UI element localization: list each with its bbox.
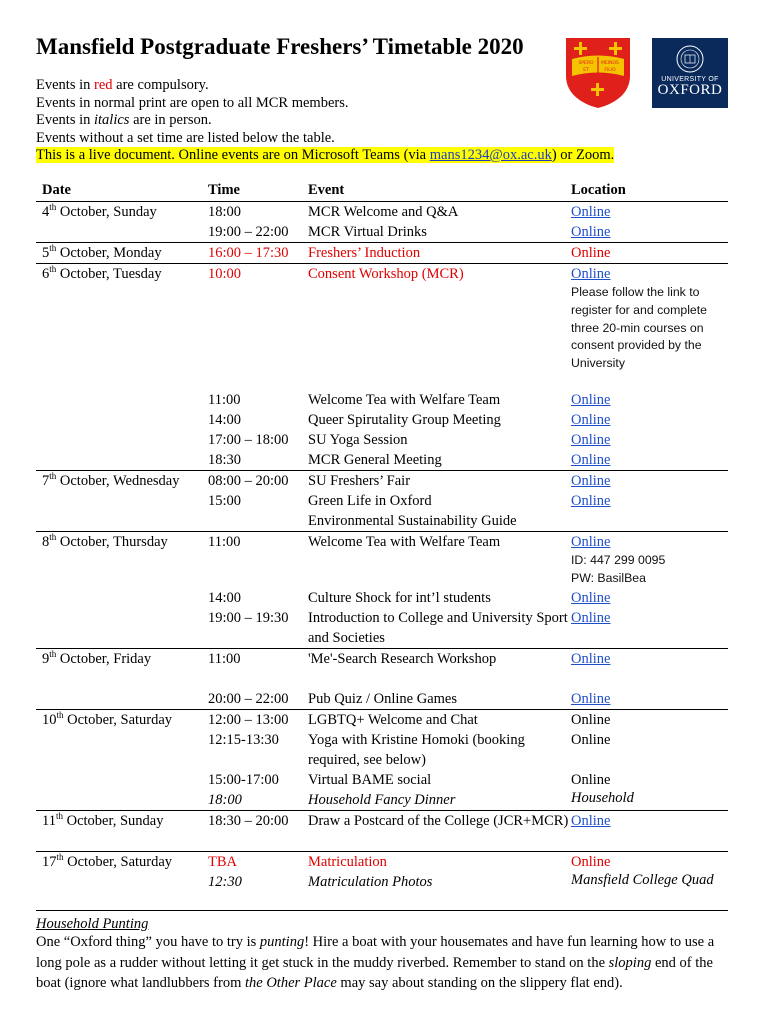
email-link[interactable]: mans1234@ox.ac.uk bbox=[429, 147, 552, 163]
table-row bbox=[36, 852, 728, 872]
event-cell: Freshers’ Induction bbox=[308, 245, 421, 261]
location-text: Online bbox=[571, 854, 611, 870]
day-group bbox=[36, 811, 728, 852]
location-text: Online bbox=[571, 732, 611, 748]
time-cell: 15:00 bbox=[208, 493, 242, 509]
event-cell: Virtual BAME social bbox=[308, 772, 432, 788]
table-row bbox=[36, 222, 728, 242]
location-cell bbox=[571, 430, 728, 450]
day-group bbox=[36, 264, 728, 471]
table-row bbox=[36, 811, 728, 851]
location-link[interactable]: Online bbox=[571, 224, 611, 240]
crest-text-4: FILIO bbox=[604, 68, 616, 73]
location-cell bbox=[571, 730, 728, 750]
location-link[interactable]: Online bbox=[571, 590, 611, 606]
legend-compulsory: Events in red are compulsory. bbox=[36, 77, 209, 93]
table-row bbox=[36, 450, 728, 470]
event-cell: Queer Spirutality Group Meeting bbox=[308, 412, 501, 428]
location-link[interactable]: Online bbox=[571, 392, 611, 408]
time-cell: 18:30 bbox=[208, 452, 242, 468]
table-row bbox=[36, 872, 728, 910]
location-note: Please follow the link to register for and complete three 20-min courses on consent provided by the University bbox=[571, 285, 708, 371]
table-row bbox=[36, 532, 728, 588]
event-cell: Environmental Sustainability Guide bbox=[308, 513, 517, 529]
location-text: Online bbox=[571, 245, 611, 261]
time-cell: 19:00 – 19:30 bbox=[208, 610, 289, 626]
event-cell: Consent Workshop (MCR) bbox=[308, 266, 464, 282]
location-cell bbox=[571, 872, 728, 888]
legend-live-note: This is a live document. Online events are on Microsoft Teams (via mans1234@ox.ac.uk) or Zoom. bbox=[36, 147, 615, 163]
time-cell: 12:00 – 13:00 bbox=[208, 712, 289, 728]
table-row bbox=[36, 264, 728, 390]
oxford-univ-text: UNIVERSITY OF bbox=[661, 76, 719, 83]
location-cell bbox=[571, 710, 728, 730]
time-cell: 18:00 bbox=[208, 204, 242, 220]
location-link[interactable]: Online bbox=[571, 266, 611, 282]
event-cell: Green Life in Oxford bbox=[308, 493, 432, 509]
crest-text-3: ET bbox=[583, 68, 589, 73]
event-cell: Matriculation bbox=[308, 854, 387, 870]
table-row bbox=[36, 202, 728, 222]
location-cell bbox=[571, 588, 728, 608]
crest-text-1: SPERO bbox=[578, 61, 594, 66]
location-link[interactable]: Online bbox=[571, 473, 611, 489]
location-cell bbox=[571, 243, 728, 263]
location-cell bbox=[571, 264, 728, 373]
time-cell: 17:00 – 18:00 bbox=[208, 432, 289, 448]
time-cell: 16:00 – 17:30 bbox=[208, 245, 289, 261]
location-cell bbox=[571, 450, 728, 470]
time-cell: 12:15-13:30 bbox=[208, 732, 279, 748]
location-link[interactable]: Online bbox=[571, 691, 611, 707]
legend-open: Events in normal print are open to all MCR members. bbox=[36, 94, 349, 111]
date-cell: 7th October, Wednesday bbox=[42, 471, 180, 489]
location-cell bbox=[571, 770, 728, 790]
time-cell: 18:30 – 20:00 bbox=[208, 813, 289, 829]
event-cell: MCR Welcome and Q&A bbox=[308, 204, 459, 220]
location-cell bbox=[571, 852, 728, 872]
location-cell bbox=[571, 790, 728, 806]
event-cell: MCR Virtual Drinks bbox=[308, 224, 427, 240]
oxford-name-text: OXFORD bbox=[657, 82, 723, 98]
punting-paragraph: One “Oxford thing” you have to try is punting! Hire a boat with your housemates and have fun learning how to use a long pole as a rudder without letting it get stuck in the muddy riverbed. Remember to stand on the sloping end of the boat (ignore what landlubbers from the Other Place may say about standing on the slippery flat end). bbox=[36, 934, 715, 991]
event-cell: Welcome Tea with Welfare Team bbox=[308, 534, 501, 550]
date-cell: 5th October, Monday bbox=[42, 243, 162, 261]
location-cell bbox=[571, 222, 728, 242]
event-cell: Welcome Tea with Welfare Team bbox=[308, 392, 501, 408]
header-date: Date bbox=[42, 182, 71, 198]
location-cell bbox=[571, 410, 728, 430]
header-time: Time bbox=[208, 182, 240, 198]
legend bbox=[36, 77, 614, 165]
header-event: Event bbox=[308, 182, 345, 198]
page-title: Mansfield Postgraduate Freshers’ Timetable 2020 bbox=[36, 34, 524, 59]
time-cell: 11:00 bbox=[208, 392, 241, 408]
table-row bbox=[36, 243, 728, 263]
location-cell bbox=[571, 649, 728, 669]
date-cell: 9th October, Friday bbox=[42, 649, 152, 667]
event-cell: 'Me'-Search Research Workshop bbox=[308, 651, 497, 667]
table-row bbox=[36, 689, 728, 709]
location-text: Mansfield College Quad bbox=[571, 872, 714, 888]
time-cell: 11:00 bbox=[208, 534, 241, 550]
table-header bbox=[36, 182, 728, 202]
table-row bbox=[36, 390, 728, 410]
table-row bbox=[36, 710, 728, 730]
location-link[interactable]: Online bbox=[571, 452, 611, 468]
location-cell bbox=[571, 202, 728, 222]
event-cell: Household Fancy Dinner bbox=[308, 792, 456, 808]
oxford-logo bbox=[652, 38, 728, 108]
table-row bbox=[36, 491, 728, 511]
location-cell bbox=[571, 491, 728, 511]
event-cell: Yoga with Kristine Homoki (booking required, see below) bbox=[308, 732, 525, 768]
day-group bbox=[36, 202, 728, 243]
table-row bbox=[36, 730, 728, 770]
time-cell: TBA bbox=[208, 854, 237, 870]
day-group bbox=[36, 852, 728, 911]
table-row bbox=[36, 588, 728, 608]
table-row bbox=[36, 649, 728, 689]
oxford-seal-icon bbox=[675, 44, 705, 74]
location-note: ID: 447 299 0095 PW: BasilBea bbox=[571, 553, 666, 585]
timetable bbox=[36, 182, 728, 911]
crest-text-2: MEINOS bbox=[601, 61, 619, 66]
time-cell: 08:00 – 20:00 bbox=[208, 473, 289, 489]
location-text: Online bbox=[571, 712, 611, 728]
day-group bbox=[36, 471, 728, 532]
location-link[interactable]: Online bbox=[571, 534, 611, 550]
time-cell: 15:00-17:00 bbox=[208, 772, 279, 788]
location-cell bbox=[571, 532, 728, 588]
time-cell: 14:00 bbox=[208, 590, 242, 606]
location-cell bbox=[571, 689, 728, 709]
table-row bbox=[36, 790, 728, 810]
household-punting-section bbox=[36, 916, 736, 994]
time-cell: 20:00 – 22:00 bbox=[208, 691, 289, 707]
location-link[interactable]: Online bbox=[571, 412, 611, 428]
location-cell bbox=[571, 390, 728, 410]
table-row bbox=[36, 770, 728, 790]
location-text: Online bbox=[571, 772, 611, 788]
location-link[interactable]: Online bbox=[571, 204, 611, 220]
date-cell: 17th October, Saturday bbox=[42, 852, 173, 870]
date-cell: 11th October, Sunday bbox=[42, 811, 164, 829]
event-cell: MCR General Meeting bbox=[308, 452, 442, 468]
time-cell: 19:00 – 22:00 bbox=[208, 224, 289, 240]
table-row bbox=[36, 608, 728, 648]
event-cell: Matriculation Photos bbox=[308, 874, 433, 890]
table-row bbox=[36, 410, 728, 430]
location-link[interactable]: Online bbox=[571, 610, 611, 626]
event-cell: LGBTQ+ Welcome and Chat bbox=[308, 712, 478, 728]
location-text: Household bbox=[571, 790, 634, 806]
event-cell: SU Freshers’ Fair bbox=[308, 473, 411, 489]
date-cell: 4th October, Sunday bbox=[42, 202, 157, 220]
event-cell: Draw a Postcard of the College (JCR+MCR) bbox=[308, 813, 569, 829]
date-cell: 10th October, Saturday bbox=[42, 710, 173, 728]
time-cell: 14:00 bbox=[208, 412, 242, 428]
location-link[interactable]: Online bbox=[571, 813, 611, 829]
table-row bbox=[36, 511, 728, 531]
date-cell: 6th October, Tuesday bbox=[42, 264, 162, 282]
punting-title: Household Punting bbox=[36, 916, 149, 932]
day-group bbox=[36, 649, 728, 710]
legend-untimed: Events without a set time are listed below the table. bbox=[36, 129, 335, 146]
date-cell: 8th October, Thursday bbox=[42, 532, 168, 550]
location-link[interactable]: Online bbox=[571, 493, 611, 509]
day-group bbox=[36, 243, 728, 264]
location-link[interactable]: Online bbox=[571, 432, 611, 448]
day-group bbox=[36, 532, 728, 649]
location-cell bbox=[571, 608, 728, 628]
time-cell: 10:00 bbox=[208, 266, 242, 282]
location-link[interactable]: Online bbox=[571, 651, 611, 667]
table-row bbox=[36, 471, 728, 491]
event-cell: SU Yoga Session bbox=[308, 432, 408, 448]
event-cell: Introduction to College and University Sport and Societies bbox=[308, 610, 568, 646]
event-cell: Pub Quiz / Online Games bbox=[308, 691, 458, 707]
time-cell: 18:00 bbox=[208, 792, 242, 808]
location-cell bbox=[571, 471, 728, 491]
day-group bbox=[36, 710, 728, 811]
time-cell: 12:30 bbox=[208, 874, 242, 890]
legend-in-person: Events in italics are in person. bbox=[36, 112, 212, 128]
time-cell: 11:00 bbox=[208, 651, 241, 667]
table-row bbox=[36, 430, 728, 450]
location-cell bbox=[571, 811, 728, 831]
event-cell: Culture Shock for int’l students bbox=[308, 590, 491, 606]
header-location: Location bbox=[571, 182, 626, 198]
